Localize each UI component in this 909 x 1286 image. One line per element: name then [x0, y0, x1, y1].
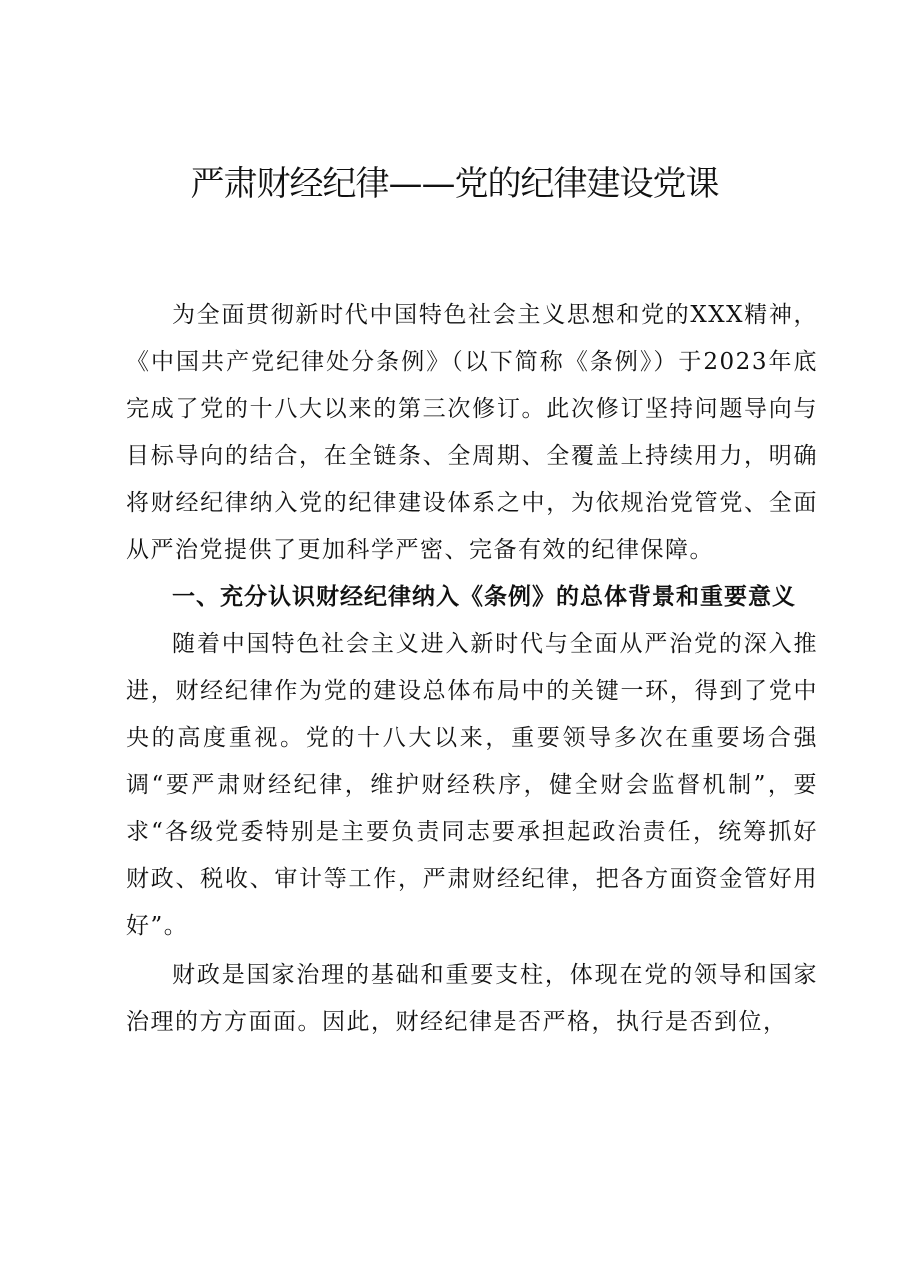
section-heading-1: 一、充分认识财经纪律纳入《条例》的总体背景和重要意义 — [172, 584, 796, 610]
paragraph-intro: 为全面贯彻新时代中国特色社会主义思想和党的XXX精神，《中国共产党纪律处分条例》（以下简称《条例》）于2023年底完成了党的十八大以来的第三次修订。此次修订坚持问题导向与目标导向的结合，在全链条、全周期、全覆盖上持续用力，明确将财经纪律纳入党的纪律建设体系之中，为依规治党管党、全面从严治党提供了更加科学严密、完备有效的纪律保障。 — [126, 302, 818, 563]
document-title: 严肃财经纪律——党的纪律建设党课 — [190, 164, 719, 204]
document-body — [126, 292, 818, 1046]
paragraph-finance: 财政是国家治理的基础和重要支柱，体现在党的领导和国家治理的方方面面。因此，财经纪律是否严格，执行是否到位， — [126, 962, 818, 1035]
paragraph-background: 随着中国特色社会主义进入新时代与全面从严治党的深入推进，财经纪律作为党的建设总体布局中的关键一环，得到了党中央的高度重视。党的十八大以来，重要领导多次在重要场合强调“要严肃财经纪律，维护财经秩序，健全财会监督机制”，要求“各级党委特别是主要负责同志要承担起政治责任，统筹抓好财政、税收、审计等工作，严肃财经纪律，把各方面资金管好用好”。 — [126, 631, 818, 939]
